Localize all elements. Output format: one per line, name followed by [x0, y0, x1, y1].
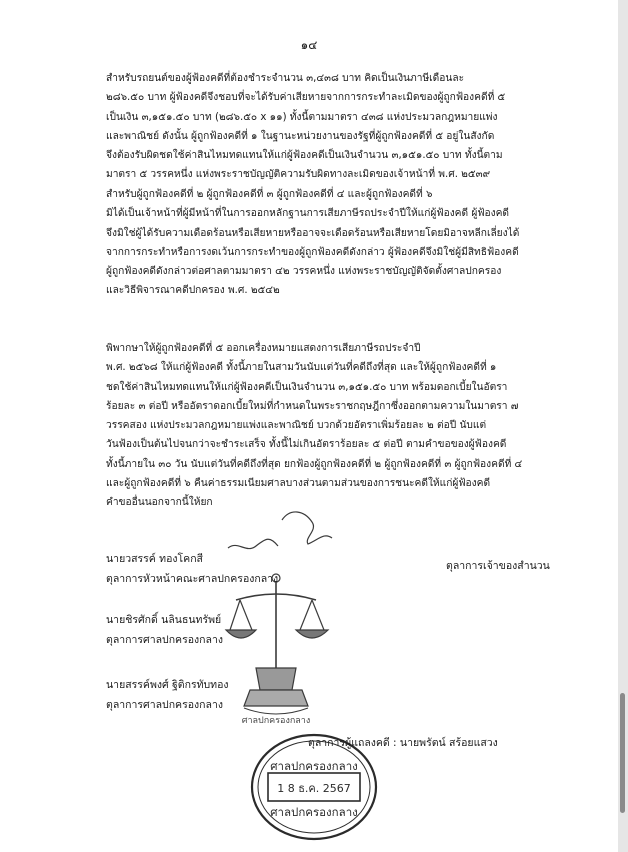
paragraph-damages: สำหรับรถยนต์ของผู้ฟ้องคดีที่ต้องชำระจำนวน ๓,๔๓๘ บาท คิดเป็นเงินภาษีเดือนละ ๒๘๖.๕๐ บาท ผู้ฟ้องคดีจึงชอบที่จะได้รับค่าเสียหายจากการกระทำละเมิดของผู้ถูกฟ้องคดีที่ ๕ เป็นเงิน ๓,๑๕๑.๕๐ บาท (๒๘๖.๕๐ x ๑๑) ทั้งนี้ตามมาตรา ๔๓๘ แห่งประมวลกฎหมายแพ่ง และพาณิชย์ ดังนั้น ผู้ถูกฟ้องคดีที่ ๑ ในฐานะหน่วยงานของรัฐที่ผู้ถูกฟ้องคดีที่ ๕ อยู่ในสังกัด จึงต้องรับผิดชดใช้ค่าสินไหมทดแทนให้แก่ผู้ฟ้องคดีเป็นเงินจำนวน ๓,๑๕๑.๕๐ บาท ทั้งนี้ตาม มาตรา ๕ วรรคหนึ่ง แห่งพระราชบัญญัติความรับผิดทางละเมิดของเจ้าหน้าที่ พ.ศ. ๒๕๓๙ [106, 73, 506, 181]
page-number: ๑๔ [300, 38, 318, 52]
signature-role-case-owner: ตุลาการเจ้าของสำนวน [446, 560, 550, 572]
signature-block-chief-judge: นายวสรรค์ ทองโคกสี ตุลาการหัวหน้าคณะศาลปกครองกลาง [106, 553, 279, 585]
emblem-label: ศาลปกครองกลาง [241, 716, 311, 726]
signature-scribble-2 [282, 512, 332, 544]
signature-block-judge-3: นายสรรค์พงศ์ ฐิติกรทับทอง ตุลาการศาลปกครองกลาง [106, 679, 229, 711]
presenting-judge-line: ตุลาการผู้แถลงคดี : นายพรัตน์ สร้อยแสวง [308, 737, 498, 749]
paragraph-judgment: พิพากษาให้ผู้ถูกฟ้องคดีที่ ๕ ออกเครื่องหมายแสดงการเสียภาษีรถประจำปี พ.ศ. ๒๕๖๘ ให้แก่ผู้ฟ้องคดี ทั้งนี้ภายในสามวันนับแต่วันที่คดีถึงที่สุด และให้ผู้ถูกฟ้องคดีที่ ๑ ชดใช้ค่าสินไหมทดแทนให้แก่ผู้ฟ้องคดีเป็นเงินจำนวน ๓,๑๕๑.๕๐ บาท พร้อมดอกเบี้ยในอัตรา ร้อยละ ๓ ต่อปี หรืออัตราดอกเบี้ยใหม่ที่กำหนดในพระราชกฤษฎีกาซึ่งออกตามความในมาตรา ๗ วรรคสอง แห่งประมวลกฎหมายแพ่งและพาณิชย์ บวกด้วยอัตราเพิ่มร้อยละ ๒ ต่อปี นับแต่ วันฟ้องเป็นต้นไปจนกว่าจะชำระเสร็จ ทั้งนี้ไม่เกินอัตราร้อยละ ๕ ต่อปี ตามคำขอของผู้ฟ้องคดี ทั้งนี้ภายใน ๓๐ วัน นับแต่วันที่คดีถึงที่สุด ยกฟ้องผู้ถูกฟ้องคดีที่ ๒ ผู้ถูกฟ้องคดีที่ ๓ ผู้ถูกฟ้องคดีที่ ๔ และผู้ถูกฟ้องคดีที่ ๖ คืนค่าธรรมเนียมศาลบางส่วนตามส่วนของการชนะคดีให้แก่ผู้ฟ้องคดี คำขออื่นนอกจากนี้ให้ยก [106, 343, 523, 509]
emblem-right-pan [296, 630, 328, 638]
stamp-bottom-text: ศาลปกครองกลาง [270, 805, 358, 819]
signature-scribble-1 [228, 539, 278, 548]
paragraph-other-defendants: สำหรับผู้ถูกฟ้องคดีที่ ๒ ผู้ถูกฟ้องคดีที่ ๓ ผู้ถูกฟ้องคดีที่ ๔ และผู้ถูกฟ้องคดีที่ ๖ มิได้เป็นเจ้าหน้าที่ผู้มีหน้าที่ในการออกหลักฐานการเสียภาษีรถประจำปีให้แก่ผู้ฟ้องคดี ผู้ฟ้องคดี จึงมิใช่ผู้ได้รับความเดือดร้อนหรือเสียหายหรืออาจจะเดือดร้อนหรือเสียหายโดยมิอาจหลีกเลี่ยงได้ จากการกระทำหรือการงดเว้นการกระทำของผู้ถูกฟ้องคดีดังกล่าว ผู้ฟ้องคดีจึงมิใช่ผู้มีสิทธิฟ้องคดี ผู้ถูกฟ้องคดีดังกล่าวต่อศาลตามมาตรา ๔๒ วรรคหนึ่ง แห่งพระราชบัญญัติจัดตั้งศาลปกครอง และวิธีพิจารณาคดีปกครอง พ.ศ. ๒๕๔๒ [106, 189, 520, 297]
stamp-date: 1 8 ธ.ค. 2567 [277, 782, 351, 795]
signature-block-judge-2: นายชิรศักดิ์ นลินธนทรัพย์ ตุลาการศาลปกครองกลาง [106, 614, 223, 646]
stamp-top-text: ศาลปกครองกลาง [270, 759, 358, 773]
emblem-left-pan [226, 630, 256, 638]
